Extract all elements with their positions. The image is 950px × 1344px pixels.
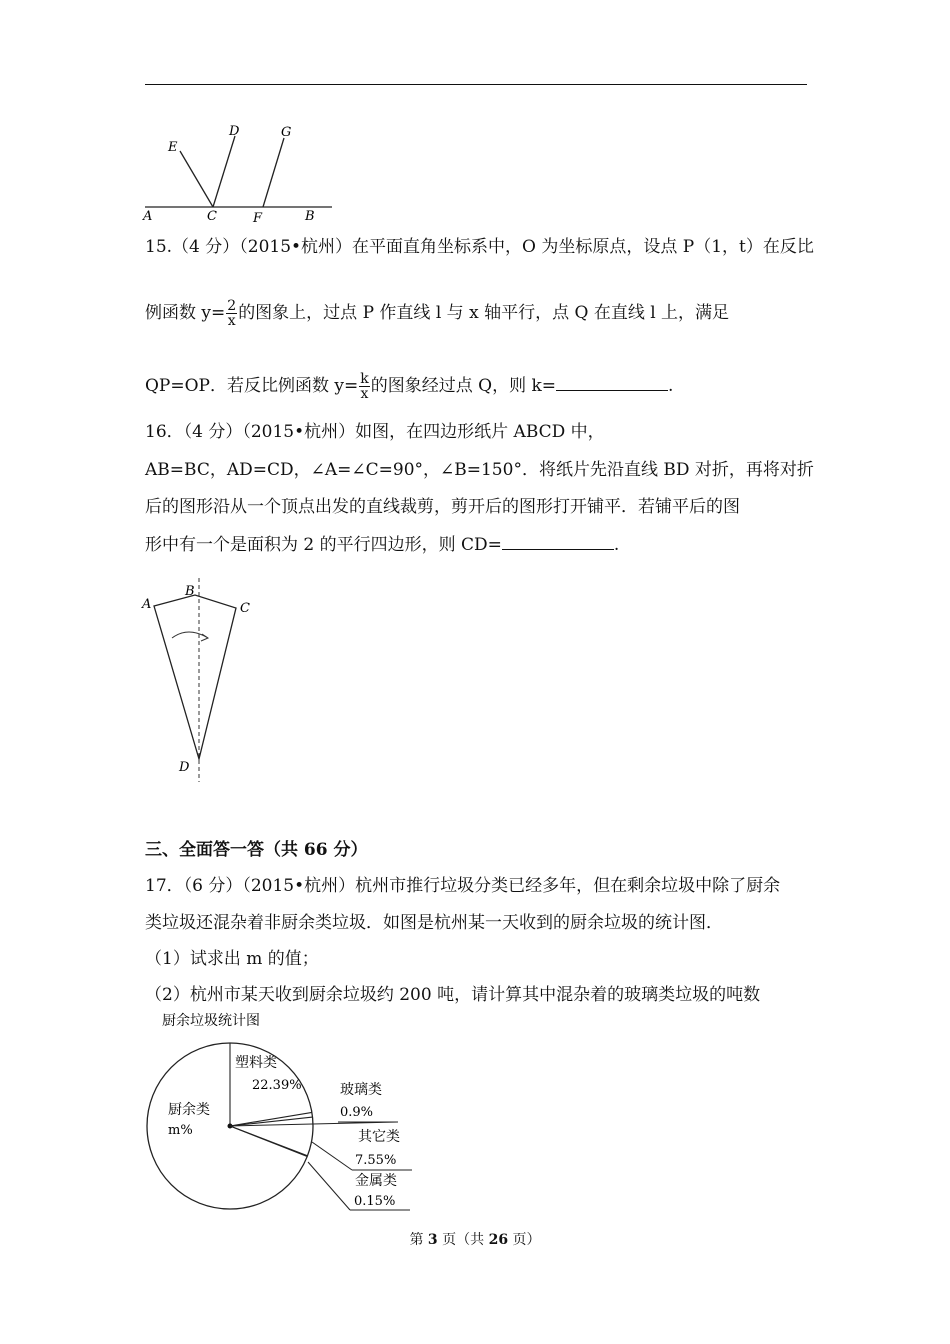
label-c: C	[240, 601, 250, 616]
ray-cd	[213, 136, 235, 207]
q15-line2-post: 的图象上，过点 P 作直线 l 与 x 轴平行，点 Q 在直线 l 上，满足	[238, 303, 730, 323]
q15-line3-end: .	[668, 376, 674, 396]
slice-value-0: m%	[168, 1123, 193, 1138]
header-rule	[145, 84, 807, 85]
q15-line3-pre: QP=OP．若反比例函数 y=	[145, 376, 359, 396]
answer-blank-cd[interactable]	[502, 533, 614, 550]
q16-line4	[145, 533, 807, 556]
label-a: A	[142, 597, 152, 612]
q15-line2-pre: 例函数 y=	[145, 303, 226, 323]
slice-value-2: 0.9%	[340, 1105, 374, 1120]
kite-abcd	[154, 595, 236, 759]
q16-line3: 后的图形沿从一个顶点出发的直线裁剪，剪开后的图形打开铺平．若铺平后的图	[145, 497, 740, 517]
q17-line4: （2）杭州市某天收到厨余垃圾约 200 吨，请计算其中混杂着的玻璃类垃圾的吨数	[145, 985, 761, 1005]
answer-blank-k[interactable]	[556, 374, 668, 391]
label-c: C	[207, 209, 217, 224]
q15-line3	[145, 372, 807, 401]
ray-fg	[263, 138, 284, 207]
fraction-2-over-x: $\frac{2}{x}$	[227, 298, 237, 329]
slice-boundary-4	[230, 1126, 307, 1157]
chart-title: 厨余垃圾统计图	[162, 1013, 260, 1029]
fraction-k-over-x: $\frac{k}{x}$	[360, 371, 369, 402]
slice-value-3: 7.55%	[355, 1153, 397, 1168]
connector-3	[312, 1142, 352, 1170]
label-b: B	[305, 209, 315, 224]
slice-value-4: 0.15%	[354, 1194, 396, 1209]
slice-label-1: 塑料类	[235, 1055, 277, 1071]
label-a: A	[143, 209, 153, 224]
slice-label-0: 厨余类	[168, 1102, 210, 1118]
label-g: G	[281, 125, 292, 140]
q16-line2: AB=BC，AD=CD，∠A=∠C=90°，∠B=150°．将纸片先沿直线 BD 对折，再将对折	[145, 460, 814, 480]
page-footer: 第 3 页（共 26 页）	[409, 1232, 541, 1248]
q16-line1: 16．（4 分）（2015•杭州）如图，在四边形纸片 ABCD 中，	[145, 422, 605, 442]
slice-value-1: 22.39%	[252, 1078, 302, 1093]
label-e: E	[168, 140, 178, 155]
connector-4	[308, 1162, 350, 1210]
slice-label-4: 金属类	[355, 1173, 397, 1189]
q17-line1: 17．（6 分）（2015•杭州）杭州市推行垃圾分类已经多年，但在剩余垃圾中除了厨余	[145, 876, 781, 896]
label-d: D	[229, 124, 240, 139]
page-number: 3	[427, 1232, 438, 1248]
q16-line4-pre: 形中有一个是面积为 2 的平行四边形，则 CD=	[145, 535, 502, 555]
q15-line2	[145, 299, 807, 328]
kite-figure	[140, 574, 270, 784]
connector-2	[230, 1122, 398, 1126]
label-f: F	[253, 211, 263, 226]
angle-figure	[140, 118, 340, 228]
page-total: 26	[488, 1232, 509, 1248]
q17-line2: 类垃圾还混杂着非厨余类垃圾．如图是杭州某一天收到的厨余垃圾的统计图．	[145, 913, 723, 933]
section-title: 三、全面答一答（共 66 分）	[145, 840, 368, 860]
slice-label-3: 其它类	[358, 1129, 400, 1145]
q16-line4-end: .	[613, 535, 620, 555]
q17-line3: （1）试求出 m 的值；	[145, 949, 319, 969]
q15-line3-post: 的图象经过点 Q，则 k=	[370, 376, 557, 396]
q15-line1: 15.（4 分）（2015•杭州）在平面直角坐标系中，O 为坐标原点，设点 P（1，t）在反比	[145, 237, 814, 257]
slice-label-2: 玻璃类	[340, 1082, 382, 1098]
pie-chart	[140, 1012, 430, 1217]
label-b: B	[185, 584, 195, 599]
label-d: D	[179, 760, 190, 775]
ray-ce	[180, 151, 213, 207]
